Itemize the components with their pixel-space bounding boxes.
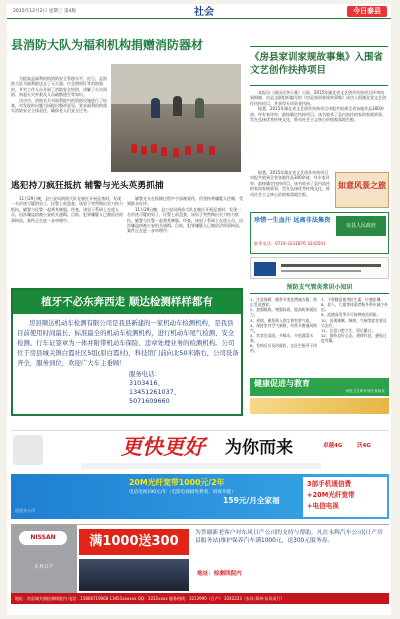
tip-10: 10、出现咳嗽、咳痰、气喘等症状要及早治疗。 bbox=[321, 317, 387, 328]
telecom-line4: 3部手机通信费 bbox=[307, 480, 352, 488]
telecom-combo-box bbox=[303, 477, 387, 517]
anti-fraud-ad bbox=[250, 212, 389, 254]
article-1-body bbox=[11, 76, 107, 164]
article-3-body-more bbox=[250, 170, 332, 210]
article-1-photo bbox=[111, 64, 241, 172]
health-ad-sub: 房县卫生和计划生育局宣 bbox=[345, 389, 385, 393]
nissan-promo: 满1000送300 bbox=[79, 529, 189, 555]
article-2-body-right bbox=[127, 196, 243, 280]
tip-1: 1、注意保暖，随季节变化增减衣服，防止受凉感冒。 bbox=[250, 297, 317, 308]
telecom-line5: +20M光纤宽带 bbox=[307, 491, 355, 499]
unicom-banner bbox=[11, 430, 389, 473]
telecom-line3: 159元/月全家福 bbox=[223, 496, 280, 505]
article-1-para-1: 为提高县福利机构消防安全管理水平，近日，县消防大队为福利院送去了灭火器、应急照明灯等消防器材，并对工作人员开展了消防安全培训，讲解了火灾预防、初起火灾扑救及人员疏散逃生等知识。 bbox=[11, 76, 107, 98]
inspection-ad bbox=[11, 288, 243, 416]
nissan-addr: 地址：检测线院内 bbox=[197, 571, 242, 577]
anti-fraud-slogan: 珍惜一生血汗 远离非法集资 bbox=[254, 217, 331, 224]
article-3-headline-wrap bbox=[250, 46, 388, 86]
inspection-ad-phones bbox=[129, 370, 239, 406]
nissan-thanks: 为答谢新老客户对东风日产公司的支持与帮助，凡在永辉汽车公司(日产房县服务站)维护保养汽车满1000元，送300元服务券。 bbox=[195, 530, 383, 544]
tip-12: 12、保持良好心态，规律作息，避免过度劳累。 bbox=[321, 332, 387, 343]
masthead bbox=[7, 4, 391, 19]
article-2-para-1: 11月29日晚，县公安局刑侦大队在辖区开展巡查时，发现一名形迹可疑的男子，民警上前盘查，该男子突然掏出尖刀持刀抵抗，辅警与民警一起将其制服。经查，该男子系网上在逃人员，因涉嫌盗窃被公安机关通缉。目前，犯罪嫌疑人已被依法刑事拘留，案件正在进一步审理中。 bbox=[11, 196, 123, 223]
small-yellow-ad bbox=[250, 398, 389, 414]
article-3-para-2: 据悉，2015年湖北省文艺创作扶持项目申报共收到全省各地作品300余部，经专家评审，最终确定扶持项目。该书收录了县内流传的家训家规故事，旨在弘扬优秀传统文化，推动社会主义核心价值观落地生根。 bbox=[250, 106, 386, 122]
article-1-headline: 县消防大队为福利机构捐赠消防器材 bbox=[11, 38, 204, 52]
article-2-para-3: 11月29日晚，县公安局刑侦大队在辖区开展巡查时，发现一名形迹可疑的男子，民警上前盘查，该男子突然掏出尖刀持刀抵抗，辅警与民警一起将其制服。经查，该男子系网上在逃人员，因涉嫌盗窃被公安机关通缉。目前，犯罪嫌疑人已被依法刑事拘留，案件正在进一步审理中。 bbox=[127, 206, 243, 234]
phone-2: 13451261037、 bbox=[129, 388, 181, 396]
nissan-sub: 东风日产 bbox=[34, 565, 54, 570]
article-4-headline-wrap bbox=[250, 282, 389, 294]
article-1-headline-wrap bbox=[11, 37, 243, 53]
tip-7: 7、不要随意使用抗生素，应遵医嘱。 bbox=[321, 297, 385, 302]
article-4-list-left bbox=[250, 297, 318, 375]
article-1-para-2: 活动中，消防官兵对福利院内的消防设施进行了检查，对发现的问题当场提出整改意见，要求福利机构落实消防安全主体责任，确保老人们安全过冬。 bbox=[11, 97, 107, 114]
telecom-ad bbox=[11, 474, 389, 519]
tip-9: 9、流感高发季节可接种疫苗预防。 bbox=[321, 312, 381, 318]
article-3-para-3: 据悉，2015年湖北省文艺创作扶持项目申报共收到全省各地作品300余部，经专家评审，最终确定扶持项目。该书收录了县内流传的家训家规故事，旨在弘扬优秀传统文化，推动社会主义核心价值观落地生根。 bbox=[250, 170, 330, 197]
travel-ad bbox=[335, 172, 389, 208]
section-title: 社会 bbox=[194, 7, 214, 18]
anti-fraud-phone: 联系电话：0719-3231876 3242501 bbox=[254, 241, 326, 246]
telecom-line6: +电信电视 bbox=[307, 502, 339, 510]
paper-logo: 今日泰县 bbox=[347, 6, 387, 17]
tip-3: 3、戒烟，避免吸入烟尘和有害气体。 bbox=[250, 317, 314, 323]
article-2-headline: 逃犯持刀疯狂抵抗 辅警与光头英勇抓捕 bbox=[11, 181, 164, 191]
article-2-para-2: 辅警光头在抓捕过程中手部被划伤，仍坚持将嫌疑人控制，受到群众好评。 bbox=[127, 196, 243, 207]
tip-2: 2、加强锻炼，增强体质，提高机体抵抗力。 bbox=[250, 307, 317, 318]
anti-fraud-tag: 房县人民政府 bbox=[336, 216, 386, 236]
issue-date: 2015年12月2日 星期三 第4版 bbox=[13, 9, 77, 14]
article-4-headline: 预防支气管炎常识小知识 bbox=[286, 284, 353, 291]
phone-1: 3103416、 bbox=[129, 379, 164, 387]
article-3-para-1: 本报讯（通讯员李小燕）日前，2015年湖北省文艺创作扶持项目评审结果揭晓，由县文联组织编写的《房县家训家规故事集》成功入围湖北省文艺创作扶持项目，并获得专项资金扶持。 bbox=[250, 90, 386, 106]
telecom-line2: 电信电视190元/年（电影电视剧免费看、回看功能） bbox=[129, 490, 236, 495]
photo-studio-ad bbox=[250, 257, 389, 279]
nissan-footer: 地址：房县城关镇检测线院内 电话：15806719068 13451xxxxxx QQ：3222xxxx 服务热线：3212990（日产） 3242223（东风·郑州·东风风行） bbox=[11, 593, 389, 604]
newspaper-page bbox=[7, 4, 391, 615]
article-3-headline: 《房县家训家规故事集》入围省文艺创作扶持项目 bbox=[250, 52, 384, 76]
travel-ad-title: 如意风景之旅 bbox=[338, 181, 386, 190]
article-3-body bbox=[250, 90, 388, 168]
article-2-headline-wrap bbox=[11, 180, 243, 193]
health-ad bbox=[250, 378, 389, 396]
unicom-4g: 卓越4G bbox=[323, 443, 343, 449]
tip-11: 11、注意口腔卫生，饭后漱口。 bbox=[321, 327, 376, 333]
inspection-ad-body: 房县顺达机动车检测有限公司是我县新建的一家机动车检测机构，是我县目前使用时间最长、标准最全的机动车检测机构，进行机动车尾气检测、安全检测、行车证签章为一体并附带机动车保险、违章处理业务的检测机构。公司位于房县城关镇白霞社区5组(原白霞村)，科技馆门前向北50米路右，公司设备齐全，服务到位，欢迎广大车主垂顾！ bbox=[17, 319, 239, 367]
article-4-list-right bbox=[321, 297, 389, 375]
nissan-logo: NISSAN bbox=[19, 531, 67, 545]
phone-label: 服务电话： bbox=[129, 370, 161, 378]
article-2-body-left bbox=[11, 196, 123, 280]
health-ad-title: 健康促进与教育 bbox=[254, 379, 310, 388]
tip-8: 8、老人、儿童等体弱者秋冬季应减少外出。 bbox=[321, 302, 388, 313]
telecom-line1: 20M光纤宽带1000元/2年 bbox=[129, 478, 225, 487]
unicom-slogan-right: 为你而来 bbox=[225, 438, 293, 458]
unicom-slogan-left: 更快更好 bbox=[121, 435, 205, 459]
inspection-ad-title: 植牙不必东奔西走 顺达检测样样都有 bbox=[13, 290, 241, 314]
nissan-ad bbox=[11, 524, 389, 604]
telecom-footer: 房县分公司 bbox=[15, 508, 35, 513]
tip-6: 6、发病后应及时就医，在医生指导下用药。 bbox=[250, 343, 317, 354]
phone-3: 5071609660 bbox=[129, 397, 170, 405]
tip-5: 5、饮食宜清淡，多喝水，多吃蔬菜水果。 bbox=[250, 332, 314, 343]
tip-4: 4、保持室内空气新鲜，经常开窗通风换气。 bbox=[250, 322, 317, 333]
unicom-wo4g: 沃4G bbox=[357, 443, 371, 449]
